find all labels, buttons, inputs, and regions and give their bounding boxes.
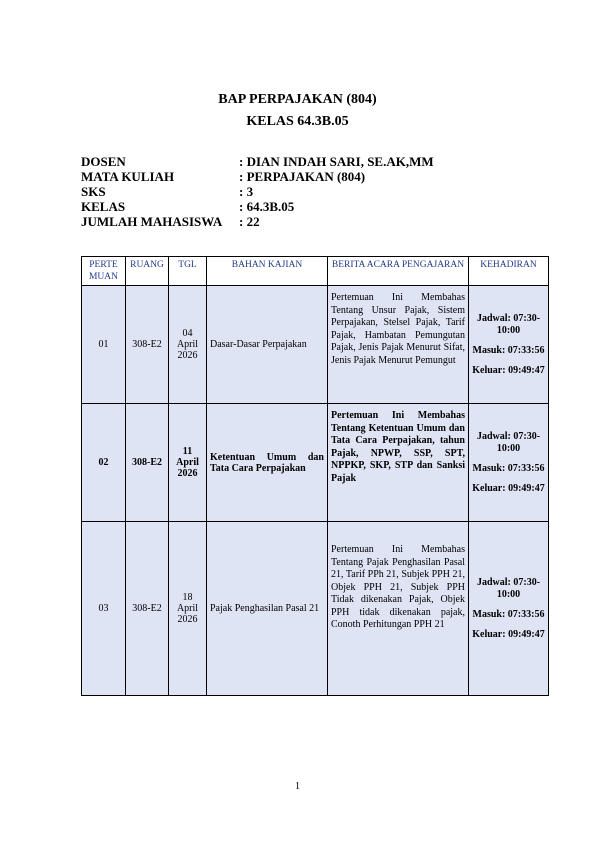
cell-ruang: 308-E2	[126, 404, 169, 522]
keluar-text: Keluar: 09:49:47	[472, 482, 545, 494]
table-row	[82, 404, 549, 522]
keluar-text: Keluar: 09:49:47	[472, 364, 545, 376]
header-bahan-kajian: BAHAN KAJIAN	[207, 257, 328, 286]
info-value: : 64.3B.05	[239, 199, 295, 214]
page-number: 1	[295, 781, 300, 792]
keluar-text: Keluar: 09:49:47	[472, 628, 545, 640]
table-header-row	[82, 257, 549, 286]
info-label: KELAS	[81, 199, 126, 214]
masuk-text: Masuk: 07:33:56	[472, 608, 545, 620]
masuk-text: Masuk: 07:33:56	[472, 462, 545, 474]
cell-berita-acara: Pertemuan Ini Membahas Tentang Ketentuan Umum dan Tata Cara Perpajakan, tahun Pajak, NPWP, SSP, SPT, NPPKP, SKP, STP dan Sanksi Pajak	[328, 404, 469, 522]
cell-bahan-kajian: Pajak Penghasilan Pasal 21	[207, 522, 328, 696]
cell-tgl: 11 April 2026	[169, 404, 207, 522]
info-label: JUMLAH MAHASISWA	[81, 214, 223, 229]
table-row	[82, 286, 549, 404]
cell-berita-acara: Pertemuan Ini Membahas Tentang Pajak Penghasilan Pasal 21, Tarif PPh 21, Subjek PPH 21, Objek PPH 21, Subjek PPH Tidak dikenakan Pajak, Objek PPH tidak dikenakan pajak, Conoth Perhitungan PPH 21	[328, 522, 469, 696]
cell-pertemuan: 01	[82, 286, 126, 404]
header-ruang: RUANG	[126, 257, 169, 286]
class-subtitle: KELAS 64.3B.05	[246, 114, 349, 129]
cell-tgl: 04 April 2026	[169, 286, 207, 404]
cell-ruang: 308-E2	[126, 522, 169, 696]
info-label: MATA KULIAH	[81, 169, 175, 184]
table-row	[82, 522, 549, 696]
info-value: : PERPAJAKAN (804)	[239, 169, 366, 184]
bap-table	[81, 256, 549, 696]
info-row-jumlah-mahasiswa	[81, 214, 434, 229]
info-row-kelas	[81, 199, 434, 214]
cell-bahan-kajian: Dasar-Dasar Perpajakan	[207, 286, 328, 404]
info-label: DOSEN	[81, 154, 126, 169]
cell-pertemuan: 03	[82, 522, 126, 696]
info-value: : 3	[239, 184, 254, 199]
cell-ruang: 308-E2	[126, 286, 169, 404]
document-title: BAP PERPAJAKAN (804)	[218, 92, 377, 107]
info-row-sks	[81, 184, 434, 199]
info-row-mata-kuliah	[81, 169, 434, 184]
jadwal-text: Jadwal: 07:30-10:00	[476, 430, 541, 454]
cell-kehadiran	[469, 286, 549, 404]
header-pertemuan: PERTE MUAN	[82, 257, 126, 286]
masuk-text: Masuk: 07:33:56	[472, 344, 545, 356]
course-info	[81, 154, 434, 229]
header-tgl: TGL	[169, 257, 207, 286]
jadwal-text: Jadwal: 07:30-10:00	[476, 576, 541, 600]
info-row-dosen	[81, 154, 434, 169]
header-berita-acara: BERITA ACARA PENGAJARAN	[328, 257, 469, 286]
cell-kehadiran	[469, 404, 549, 522]
cell-bahan-kajian: Ketentuan Umum dan Tata Cara Perpajakan	[207, 404, 328, 522]
info-value: : 22	[239, 214, 260, 229]
header-kehadiran: KEHADIRAN	[469, 257, 549, 286]
info-value: : DIAN INDAH SARI, SE.AK,MM	[239, 154, 434, 169]
jadwal-text: Jadwal: 07:30-10:00	[476, 312, 541, 336]
cell-pertemuan: 02	[82, 404, 126, 522]
cell-tgl: 18 April 2026	[169, 522, 207, 696]
info-label: SKS	[81, 184, 106, 199]
cell-berita-acara: Pertemuan Ini Membahas Tentang Unsur Pajak, Sistem Perpajakan, Stelsel Pajak, Tarif Pajak, Hambatan Pemungutan Pajak, Jenis Pajak Menurut Sifat, Jenis Pajak Menurut Pemungut	[328, 286, 469, 404]
cell-kehadiran	[469, 522, 549, 696]
